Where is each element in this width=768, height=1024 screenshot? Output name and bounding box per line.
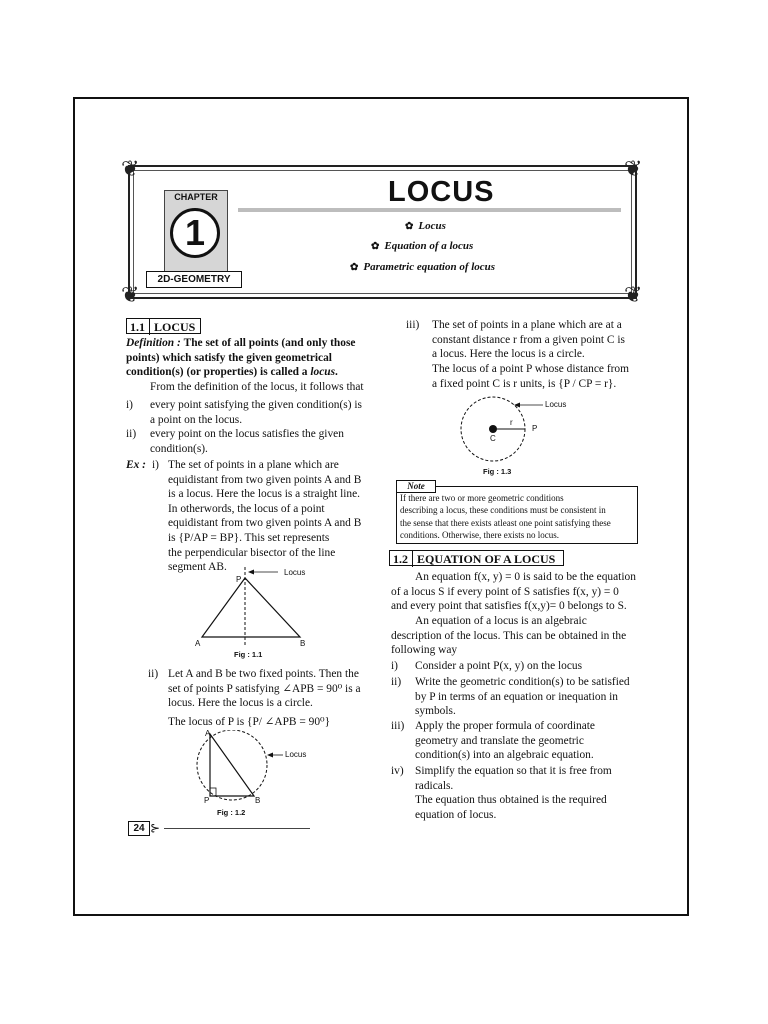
step-2: Write the geometric condition(s) to be satisfied by P in terms of an equation or inequation in symbols. — [415, 676, 630, 718]
gear-bullet-icon: ✿ — [405, 221, 414, 232]
fig13-r-label: r — [510, 418, 513, 427]
chapter-number: 1 — [170, 208, 220, 258]
closing-text: The equation thus obtained is the required equation of locus. — [415, 794, 607, 821]
fig12-caption: Fig : 1.2 — [217, 808, 246, 817]
step-marker: i) — [391, 660, 398, 672]
fig11-caption: Fig : 1.1 — [234, 650, 263, 659]
note-label: Note — [396, 480, 436, 493]
intro-text: From the definition of the locus, it follows that — [150, 381, 364, 393]
example-marker: ii) — [148, 668, 159, 680]
equation-definition: An equation f(x, y) = 0 is said to be the equation of a locus S if every point of S satisfies f(x, y) = 0 and every point that satisfies f(x,y)= 0 belongs to S. — [391, 571, 636, 613]
item-2: every point on the locus satisfies the given condition(s). — [150, 428, 344, 455]
fig12-b-label: B — [255, 796, 261, 805]
example-2: Let A and B be two fixed points. Then the set of points P satisfying ∠APB = 90⁰ is a locus. Here the locus is a circle. — [168, 668, 361, 710]
definition: Definition : The set of all points (and only those points) which satisfy the given geometrical condition(s) (or properties) is called a locus. — [126, 337, 356, 379]
ornament-bottom-left-icon: ❦ — [121, 282, 140, 307]
ornament-top-left-icon: ❦ — [121, 156, 140, 181]
gear-bullet-icon: ✿ — [350, 262, 359, 273]
fig13-caption: Fig : 1.3 — [483, 467, 512, 476]
example-3: The set of points in a plane which are at a constant distance r from a given point C is a locus. Here the locus is a circle. — [432, 319, 625, 361]
page-ornament-icon: ⊱ — [150, 821, 161, 835]
chapter-label: CHAPTER — [174, 192, 218, 202]
item-marker: ii) — [126, 428, 137, 440]
step-marker: ii) — [391, 676, 402, 688]
right-triangle-shape — [210, 734, 254, 796]
step-marker: iv) — [391, 765, 404, 777]
example-marker: iii) — [406, 319, 420, 331]
note-text: If there are two or more geometric conditions describing a locus, these conditions must be consistent in the sense that there exists atleast one point satisfying these conditions. Otherwise, there exists no locus. — [400, 493, 611, 541]
arrow-left-icon — [267, 753, 273, 758]
page-number: 24 — [128, 821, 150, 836]
topic-2: ✿ Equation of a locus — [371, 240, 474, 252]
step-3: Apply the proper formula of coordinate geometry and translate the geometric condition(s) into an algebraic equation. — [415, 720, 595, 762]
item-1: every point satisfying the given condition(s) is a point on the locus. — [150, 399, 362, 426]
subject-label: 2D-GEOMETRY — [146, 271, 242, 288]
example-1: The set of points in a plane which are equidistant from two given points A and B is a locus. Here the locus is a straight line. In otherwords, the locus of a point equidistant from two given points A and B is {P/AP = BP}. This set represents the perpendicular bisector of the line segment AB. — [168, 459, 362, 574]
footer-line — [164, 828, 310, 829]
step-4: Simplify the equation so that it is free from radicals. — [415, 765, 612, 792]
fig11-p-label: P — [236, 575, 242, 584]
fig11-a-label: A — [195, 639, 201, 648]
ornament-bottom-right-icon: ❦ — [624, 282, 643, 307]
chapter-title: LOCUS — [388, 176, 495, 208]
title-underline — [238, 208, 621, 212]
gear-bullet-icon: ✿ — [371, 241, 380, 252]
step-marker: iii) — [391, 720, 405, 732]
topic-1: ✿ Locus — [405, 220, 446, 232]
fig11-locus-label: Locus — [284, 568, 306, 577]
fig13-locus-label: Locus — [545, 400, 567, 409]
example-2-locus: The locus of P is {P/ ∠APB = 90⁰} — [168, 716, 331, 728]
fig11-b-label: B — [300, 639, 306, 648]
fig12-a-label: A — [205, 729, 211, 738]
triangle-shape — [202, 578, 300, 637]
equation-description: An equation of a locus is an algebraic description of the locus. This can be obtained in the following way — [391, 615, 627, 657]
section-heading-equation: 1.2 EQUATION OF A LOCUS — [389, 550, 564, 566]
topic-3: ✿ Parametric equation of locus — [350, 261, 496, 273]
example-label: Ex : — [126, 459, 146, 471]
fig13-c-label: C — [490, 434, 496, 443]
right-angle-marker — [210, 788, 216, 796]
step-1: Consider a point P(x, y) on the locus — [415, 660, 583, 672]
fig12-locus-label: Locus — [285, 750, 307, 759]
example-marker: i) — [152, 459, 159, 471]
fig13-p-label: P — [532, 424, 538, 433]
item-marker: i) — [126, 399, 133, 411]
arrow-left-icon — [514, 403, 520, 408]
ornament-top-right-icon: ❦ — [624, 156, 643, 181]
section-heading-locus: 1.1 LOCUS — [126, 318, 201, 334]
arrow-left-icon — [248, 570, 254, 575]
fig12-p-label: P — [204, 796, 210, 805]
example-3-locus: The locus of a point P whose distance from a fixed point C is r units, is {P / CP = r}. — [432, 363, 629, 390]
